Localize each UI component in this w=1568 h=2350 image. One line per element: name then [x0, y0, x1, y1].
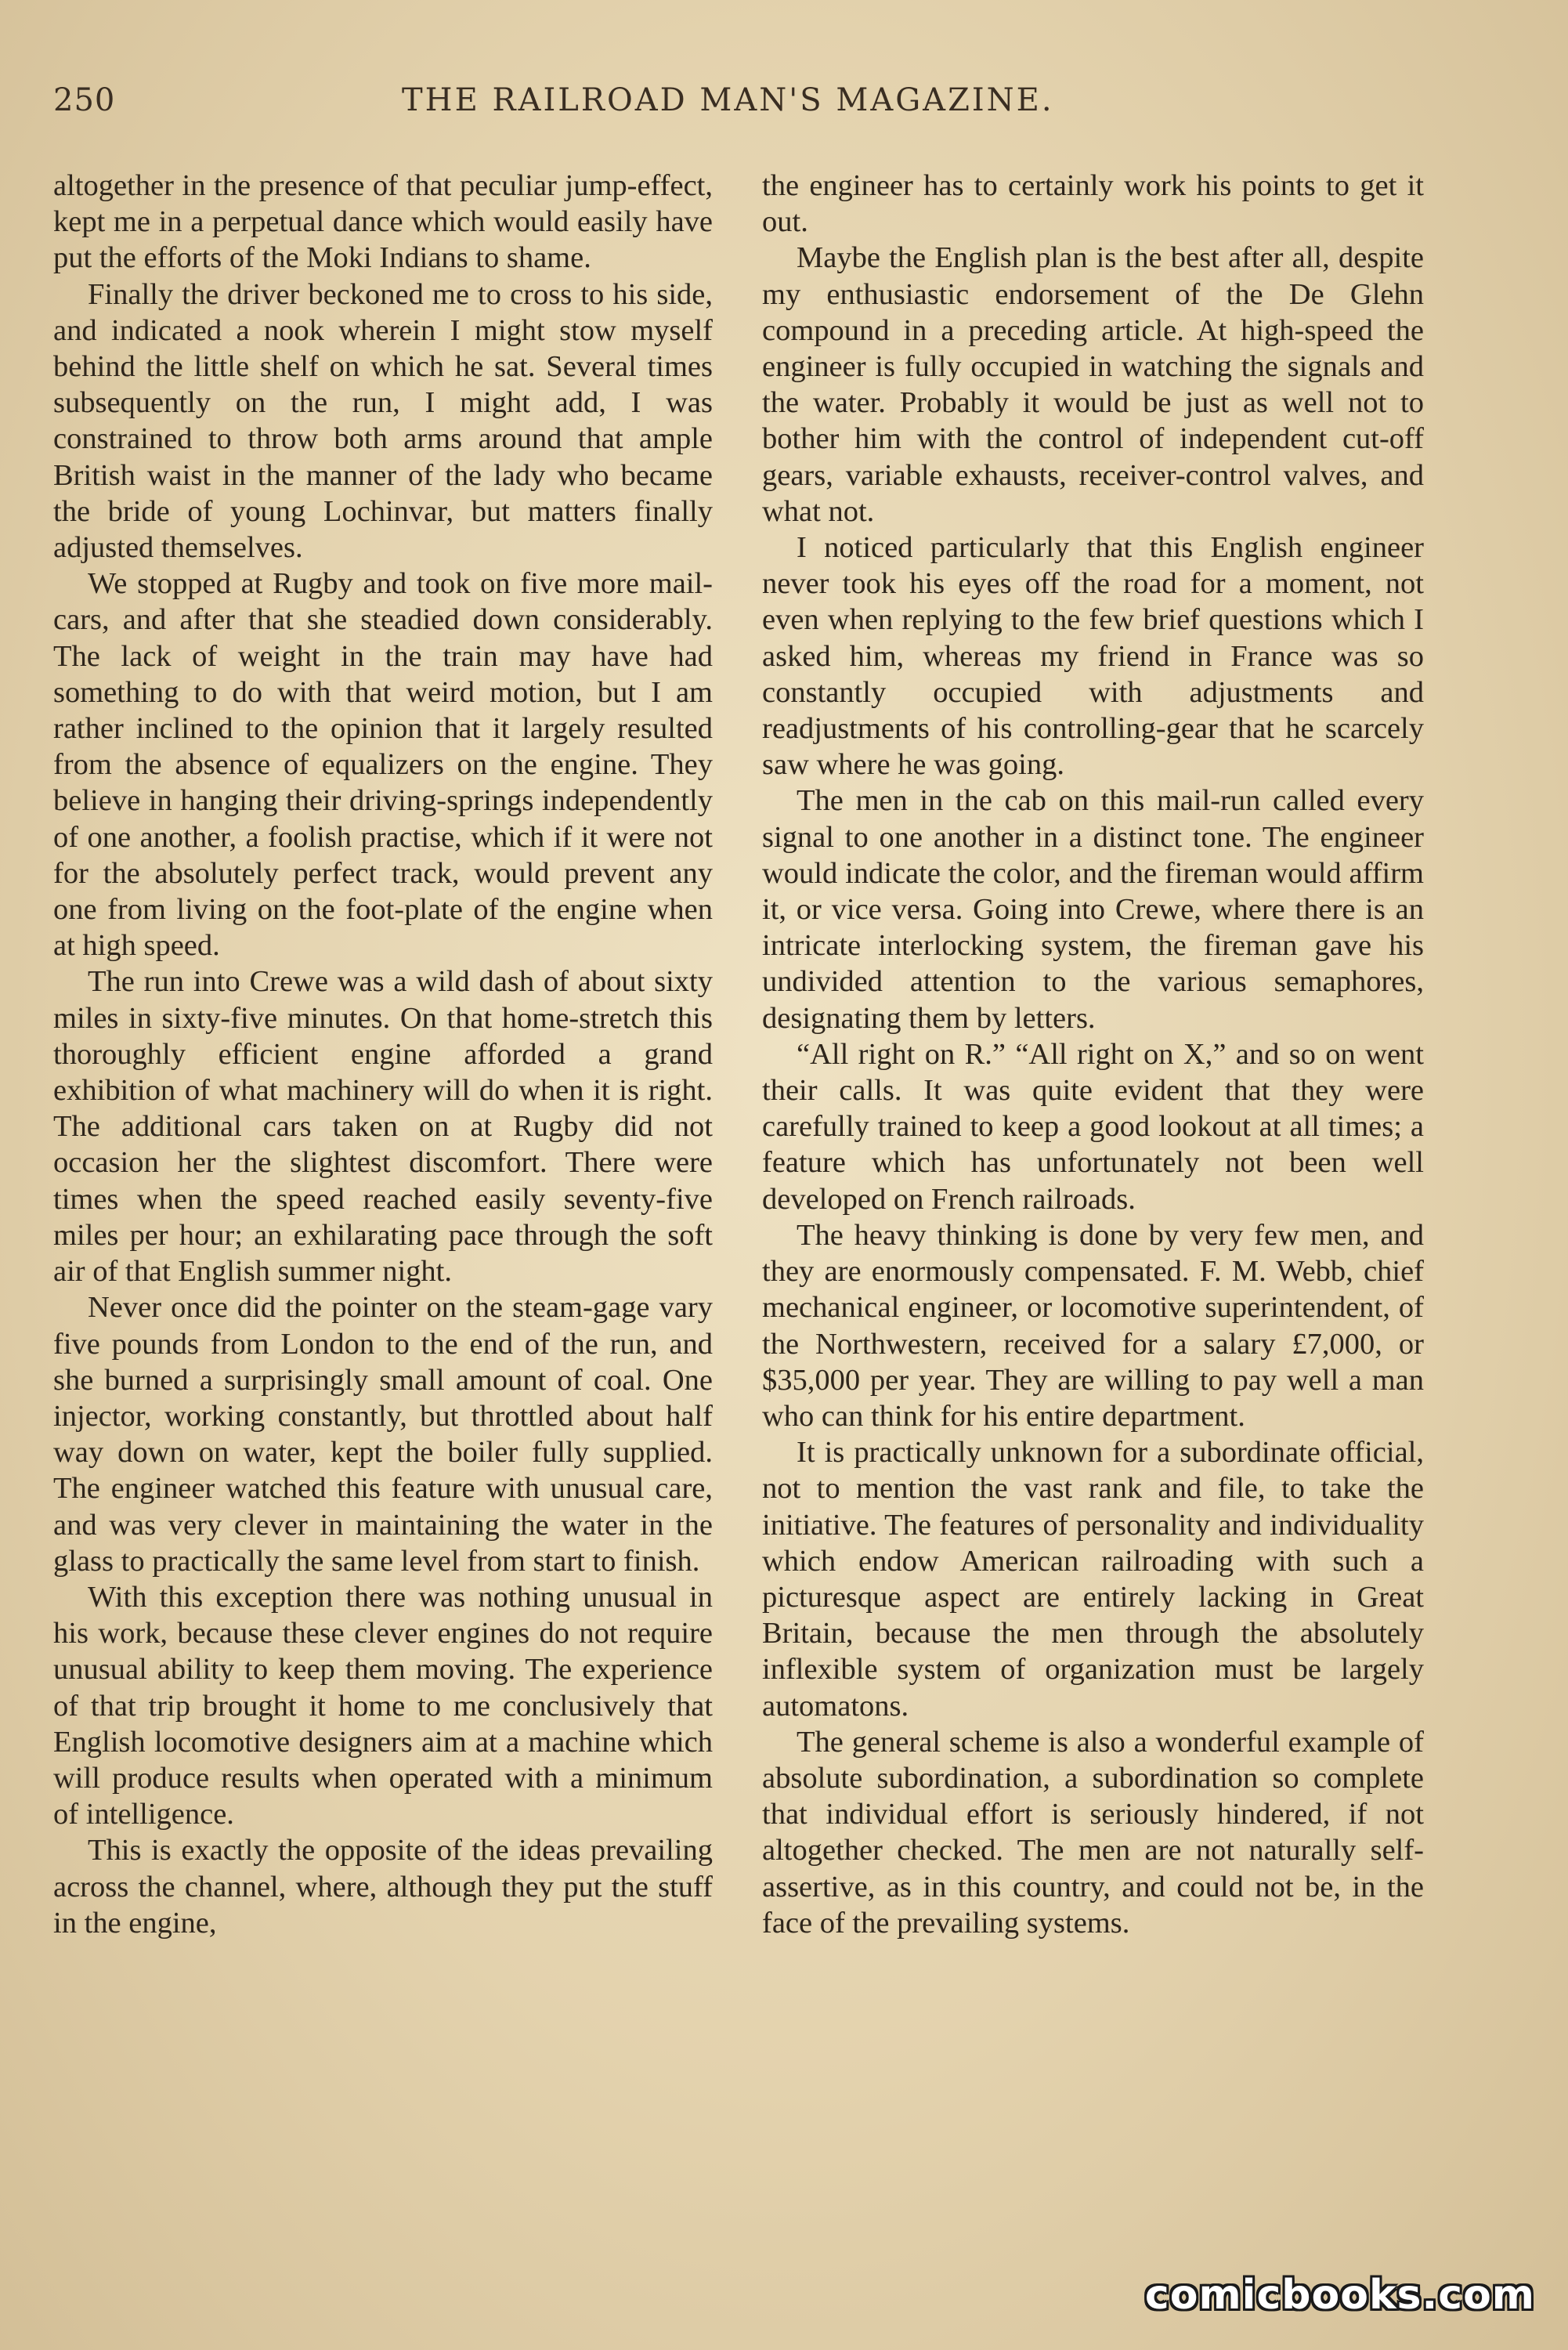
- paragraph: Finally the driver beckoned me to cross to his side, and indicated a nook wherein I might stow myself behind the little shelf on which he sat. Several times subsequently on the run, I might add, I was constrained to throw both arms around that ample British waist in the manner of the lady who became the bride of young Lochinvar, but matters finally adjusted themselves.: [53, 277, 713, 565]
- site-watermark: comicbooks.com: [1144, 2272, 1535, 2319]
- paragraph: The run into Crewe was a wild dash of about sixty miles in sixty-five minutes. On that home-stretch this thoroughly efficient engine afforded a grand exhibition of what machinery will do when it is right. The additional cars taken on at Rugby did not occasion her the slightest discomfort. There were times when the speed reached easily seventy-five miles per hour; an exhilarating pace through the soft air of that English summer night.: [53, 965, 713, 1289]
- page-number: 250: [53, 82, 116, 118]
- paragraph: With this exception there was nothing unusual in his work, because these clever engines do not require unusual ability to keep them moving. The experience of that trip brought it home to me conclusively that English locomotive designers aim at a machine which will produce results when operated with a minimum of intelligence.: [53, 1580, 713, 1831]
- paragraph: This is exactly the opposite of the ideas prevailing across the channel, where, although they put the stuff in the engine,: [53, 1834, 713, 1940]
- paragraph: the engineer has to certainly work his points to get it out.: [762, 169, 1424, 239]
- paragraph: The general scheme is also a wonderful example of absolute subordination, a subordination so complete that individual effort is seriously hindered, if not altogether checked. The men are not naturally self-assertive, as in this country, and could not be, in the face of the prevailing systems.: [762, 1725, 1424, 1940]
- paragraph: We stopped at Rugby and took on five more mail-cars, and after that she steadied down considerably. The lack of weight in the train may have had something to do with that weird motion, but I am rather inclined to the opinion that it largely resulted from the absence of equalizers on the engine. They believe in hanging their driving-springs independently of one another, a foolish practise, which if it were not for the absolutely perfect track, would prevent any one from living on the foot-plate of the engine when at high speed.: [53, 567, 713, 963]
- paragraph: It is practically unknown for a subordinate official, not to mention the vast rank and file, to take the initiative. The features of personality and individuality which endow American railroading with such a picturesque aspect are entirely lacking in Great Britain, because the men through the absolutely inflexible system of organization must be largely automatons.: [762, 1436, 1424, 1723]
- paragraph: The heavy thinking is done by very few men, and they are enormously compensated. F. M. Webb, chief mechanical engineer, or locomotive superintendent, of the Northwestern, received for a salary £7,000, or $35,000 per year. They are willing to pay well a man who can think for his entire department.: [762, 1218, 1424, 1433]
- paragraph: Never once did the pointer on the steam-gage vary five pounds from London to the end of the run, and she burned a surprisingly small amount of coal. One injector, working constantly, but throttled about half way down on water, kept the boiler fully supplied. The engineer watched this feature with unusual care, and was very clever in maintaining the water in the glass to practically the same level from start to finish.: [53, 1291, 713, 1578]
- left-column: [53, 168, 713, 1941]
- right-column: [762, 168, 1424, 1941]
- paragraph: altogether in the presence of that peculiar jump-effect, kept me in a perpetual dance which would easily have put the efforts of the Moki Indians to shame.: [53, 169, 713, 275]
- paragraph: Maybe the English plan is the best after all, despite my enthusiastic endorsement of the De Glehn compound in a preceding article. At high-speed the engineer is fully occupied in watching the signals and the water. Probably it would be just as well not to bother him with the control of independent cut-off gears, variable exhausts, receiver-control valves, and what not.: [762, 241, 1424, 528]
- paragraph: “All right on R.” “All right on X,” and so on went their calls. It was quite evident that they were carefully trained to keep a good lookout at all times; a feature which has unfortunately not been well developed on French railroads.: [762, 1037, 1424, 1216]
- paragraph: The men in the cab on this mail-run called every signal to one another in a distinct tone. The engineer would indicate the color, and the fireman would affirm it, or vice versa. Going into Crewe, where there is an intricate interlocking system, the fireman gave his undivided attention to the various semaphores, designating them by letters.: [762, 784, 1424, 1035]
- running-title: THE RAILROAD MAN'S MAGAZINE.: [402, 82, 1054, 118]
- paragraph: I noticed particularly that this English engineer never took his eyes off the road for a moment, not even when replying to the few brief questions which I asked him, whereas my friend in France was so constantly occupied with adjustments and readjustments of his controlling-gear that he scarcely saw where he was going.: [762, 531, 1424, 782]
- page-header: [53, 82, 1494, 129]
